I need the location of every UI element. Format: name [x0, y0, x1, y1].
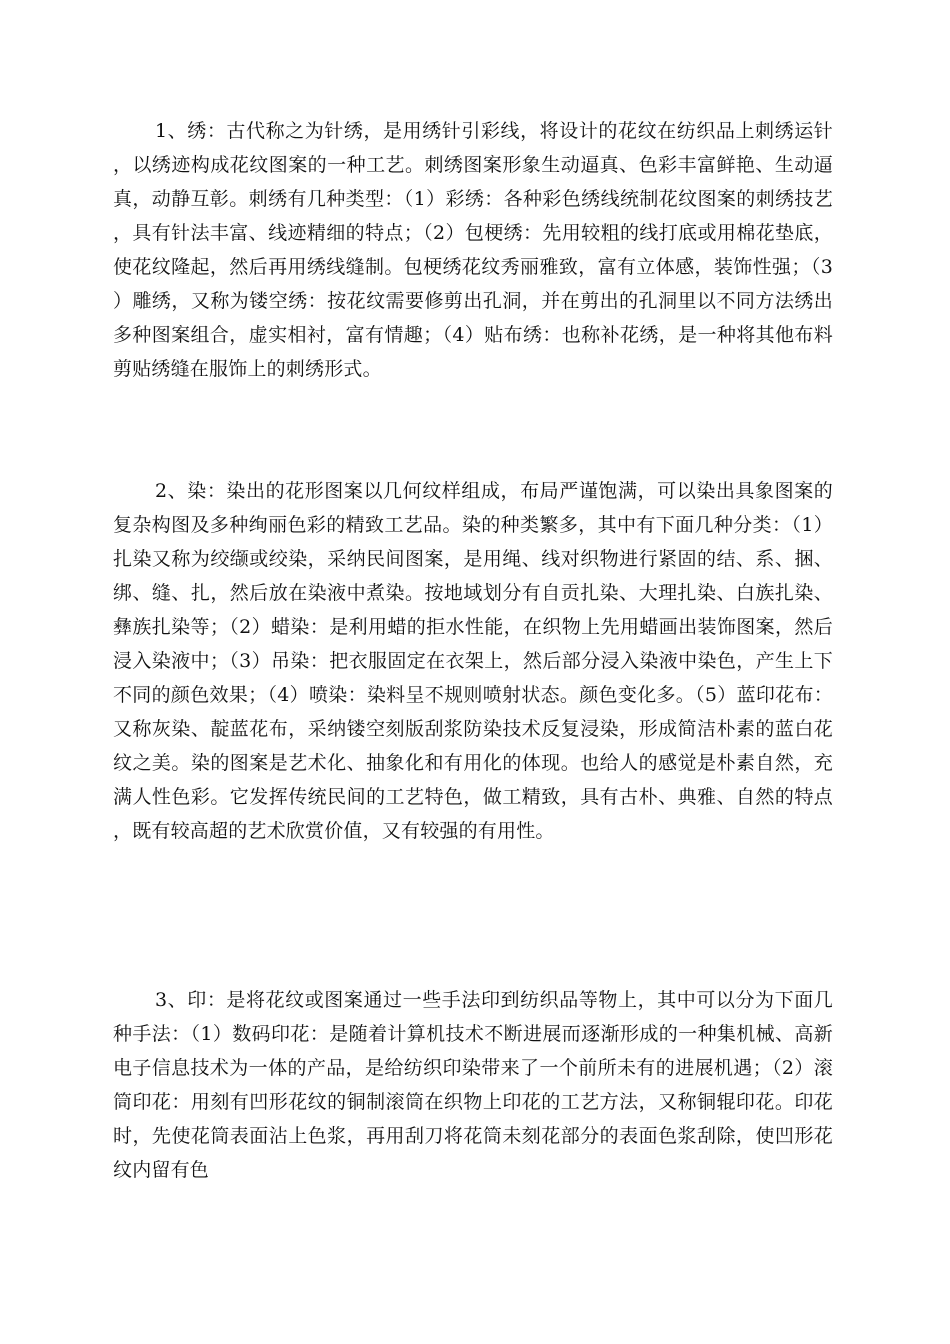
paragraph-dyeing: 2、染：染出的花形图案以几何纹样组成，布局严谨饱满，可以染出具象图案的复杂构图及多种绚丽色彩的精致工艺品。染的种类繁多，其中有下面几种分类：（1）扎染又称为绞缬或绞染，采纳民间图案，是用绳、线对织物进行紧固的结、系、捆、绑、缝、扎，然后放在染液中煮染。按地域划分有自贡扎染、大理扎染、白族扎染、彝族扎染等；（2）蜡染：是利用蜡的拒水性能，在织物上先用蜡画出装饰图案，然后浸入染液中；（3）吊染：把衣服固定在衣架上，然后部分浸入染液中染色，产生上下不同的颜色效果；（4）喷染：染料呈不规则喷射状态。颜色变化多。（5）蓝印花布：又称灰染、靛蓝花布，采纳镂空刻版刮浆防染技术反复浸染，形成简洁朴素的蓝白花纹之美。染的图案是艺术化、抽象化和有用化的体现。也给人的感觉是朴素自然，充满人性色彩。它发挥传统民间的工艺特色，做工精致，具有古朴、典雅、自然的特点，既有较高超的艺术欣赏价值，又有较强的有用性。 — [113, 480, 833, 842]
paragraph-embroidery: 1、绣：古代称之为针绣，是用绣针引彩线，将设计的花纹在纺织品上刺绣运针，以绣迹构成花纹图案的一种工艺。刺绣图案形象生动逼真、色彩丰富鲜艳、生动逼真，动静互彰。刺绣有几种类型：（1）彩绣：各种彩色绣线统制花纹图案的刺绣技艺，具有针法丰富、线迹精细的特点；（2）包梗绣：先用较粗的线打底或用棉花垫底，使花纹隆起，然后再用绣线缝制。包梗绣花纹秀丽雅致，富有立体感，装饰性强；（3）雕绣，又称为镂空绣：按花纹需要修剪出孔洞，并在剪出的孔洞里以不同方法绣出多种图案组合，虚实相衬，富有情趣；（4）贴布绣：也称补花绣，是一种将其他布料剪贴绣缝在服饰上的刺绣形式。 — [113, 120, 833, 380]
paragraph-printing: 3、印：是将花纹或图案通过一些手法印到纺织品等物上，其中可以分为下面几种手法：（1）数码印花：是随着计算机技术不断进展而逐渐形成的一种集机械、高新电子信息技术为一体的产品，是给纺织印染带来了一个前所未有的进展机遇；（2）滚筒印花：用刻有凹形花纹的铜制滚筒在织物上印花的工艺方法，又称铜辊印花。印花时，先使花筒表面沾上色浆，再用刮刀将花筒未刻花部分的表面色浆刮除，使凹形花纹内留有色 — [113, 989, 833, 1181]
